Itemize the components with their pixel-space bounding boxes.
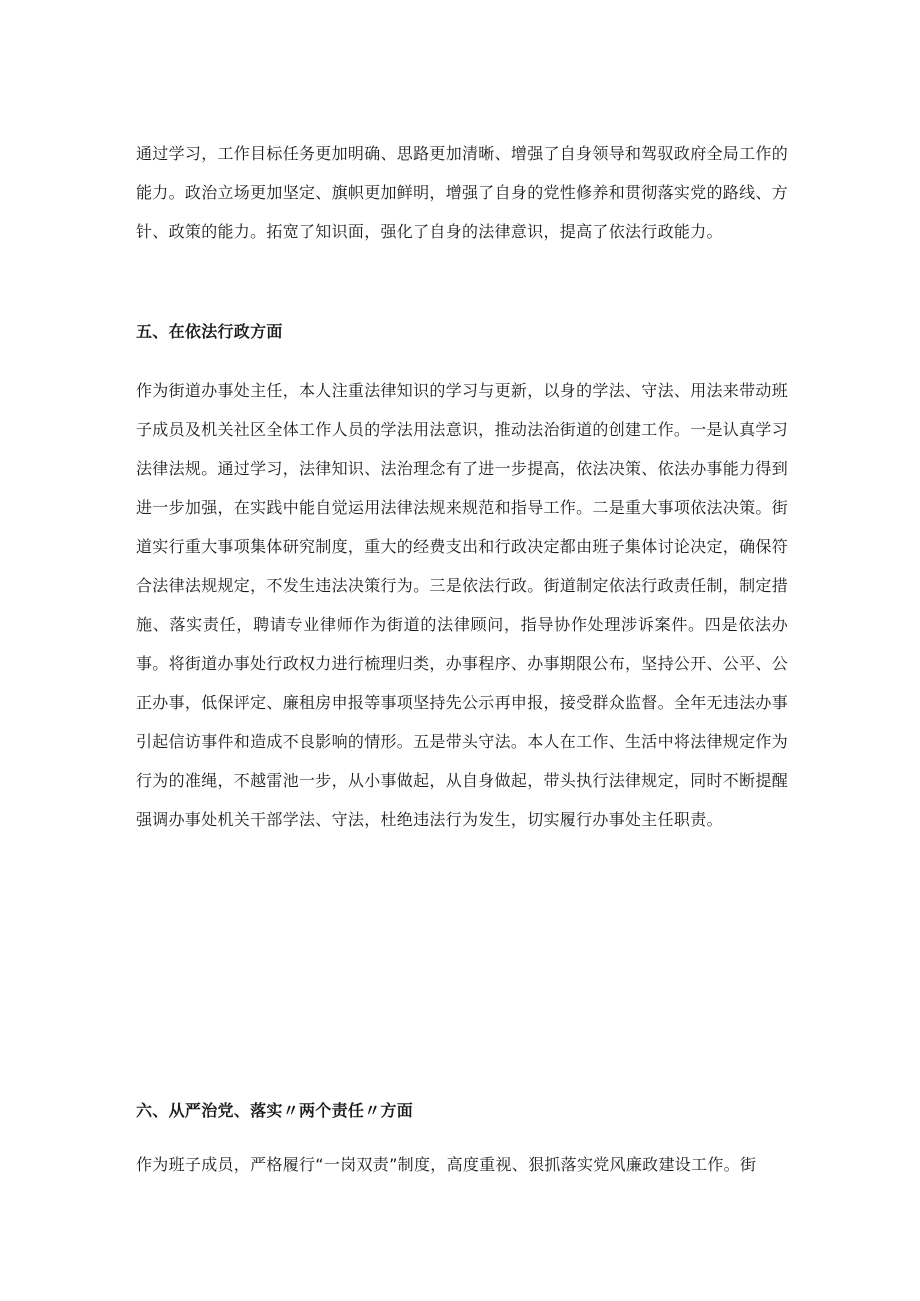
section-5-heading: 五、在依法行政方面 (136, 322, 283, 341)
section-5-paragraph: 作为街道办事处主任，本人注重法律知识的学习与更新，以身的学法、守法、用法来带动班子成员及机关社区全体工作人员的学法用法意识，推动法治街道的创建工作。一是认真学习法律法规。通过学习，法律知识、法治理念有了进一步提高，依法决策、依法办事能力得到进一步加强，在实践中能自觉运用法律法规来规范和指导工作。二是重大事项依法决策。街道实行重大事项集体研究制度，重大的经费支出和行政决定都由班子集体讨论决定，确保符合法律法规规定，不发生违法决策行为。三是依法行政。街道制定依法行政责任制，制定措施、落实责任，聘请专业律师作为街道的法律顾问，指导协作处理涉诉案件。四是依法办事。将街道办事处行政权力进行梳理归类，办事程序、办事期限公布，坚持公开、公平、公正办事，低保评定、廉租房申报等事项坚持先公示再申报，接受群众监督。全年无违法办事引起信访事件和造成不良影响的情形。五是带头守法。本人在工作、生活中将法律规定作为行为的准绳，不越雷池一步，从小事做起，从自身做起，带头执行法律规定，同时不断提醒强调办事处机关干部学法、守法，杜绝违法行为发生，切实履行办事处主任职责。 (136, 381, 789, 829)
intro-paragraph: 通过学习，工作目标任务更加明确、思路更加清晰、增强了自身领导和驾驭政府全局工作的能力。政治立场更加坚定、旗帜更加鲜明，增强了自身的党性修养和贯彻落实党的路线、方针、政策的能力。拓宽了知识面，强化了自身的法律意识，提高了依法行政能力。 (136, 144, 789, 241)
section-6-paragraph: 作为班子成员，严格履行“一岗双责”制度，高度重视、狠抓落实党风廉政建设工作。街 (136, 1155, 757, 1174)
section-6-heading: 六、从严治党、落实〃两个责任〃方面 (136, 1101, 414, 1120)
